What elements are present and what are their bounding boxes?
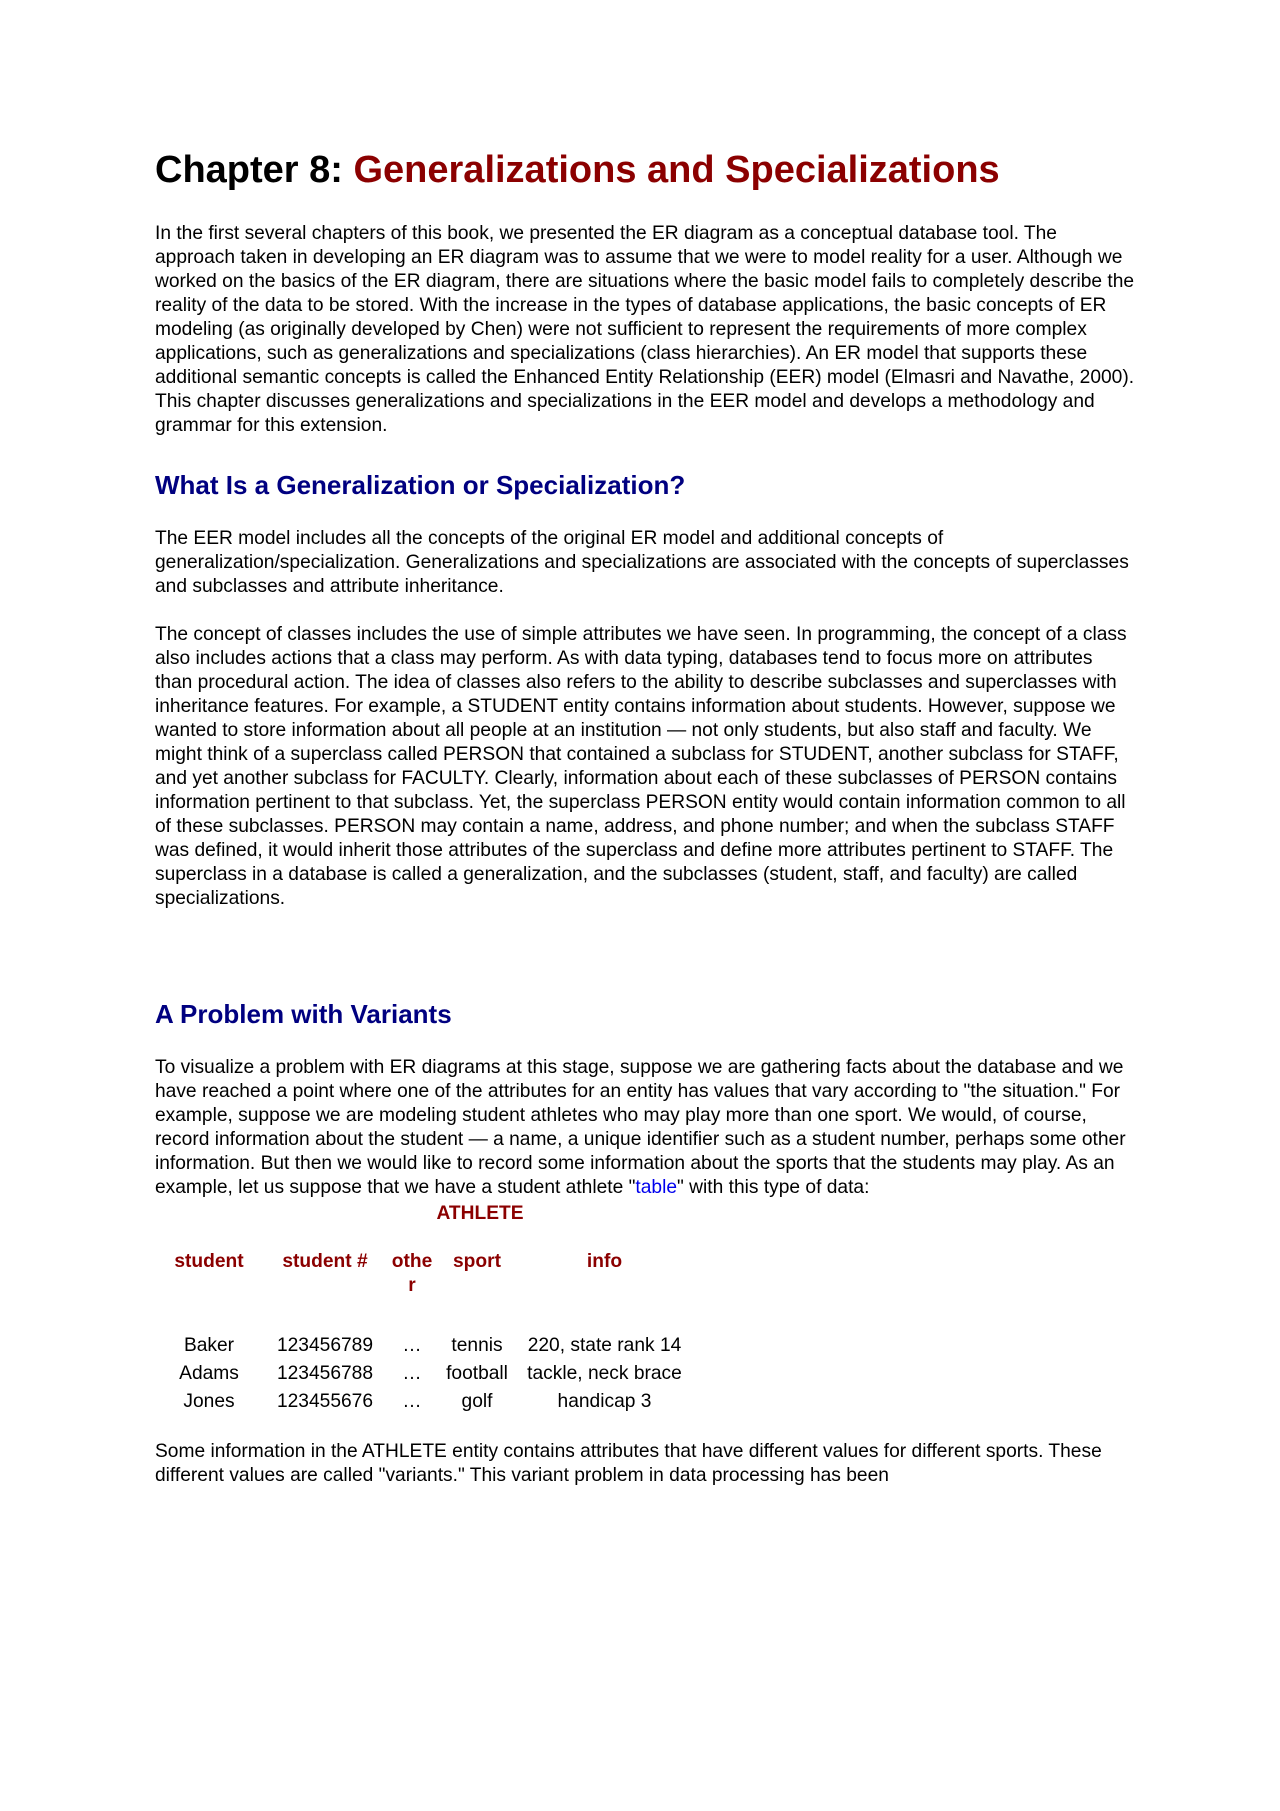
section1-paragraph-2: The concept of classes includes the use of simple attributes we have seen. In programming, the concept of a class also includes actions that a class may perform. As with data typing, databases tend to focus more on attributes than procedural action. The idea of classes also refers to the ability to describe subclasses and superclasses with inheritance features. For example, a STUDENT entity contains information about students. However, suppose we wanted to store information about all people at an institution — not only students, but also staff and faculty. We might think of a superclass called PERSON that contained a subclass for STUDENT, another subclass for STAFF, and yet another subclass for FACULTY. Clearly, information about each of these subclasses of PERSON contains information pertinent to that subclass. Yet, the superclass PERSON entity would contain information common to all of these subclasses. PERSON may contain a name, address, and phone number; and when the subclass STAFF was defined, it would inherit those attributes of the superclass and define more attributes pertinent to STAFF. The superclass in a database is called a generalization, and the subclasses (student, staff, and faculty) are called specializations. bbox=[155, 623, 1127, 909]
section1-paragraph-1: The EER model includes all the concepts of the original ER model and additional concepts of generalization/specialization. Generalizations and specializations are associated with the concepts of superclasses and subclasses and attribute inheritance. bbox=[155, 527, 1129, 597]
chapter-title bbox=[155, 148, 1135, 194]
section2-paragraph-2: Some information in the ATHLETE entity contains attributes that have different values for different sports. These different values are called "variants." This variant problem in data processing has been bbox=[155, 1440, 1102, 1486]
para-text-after-link: " with this type of data: bbox=[677, 1176, 870, 1198]
cell-student: Jones bbox=[183, 1390, 235, 1412]
section-heading-generalization: What Is a Generalization or Specialization? bbox=[155, 469, 686, 500]
table-row bbox=[155, 1362, 692, 1390]
intro-paragraph: In the first several chapters of this book, we presented the ER diagram as a conceptual database tool. The approach taken in developing an ER diagram was to assume that we were to model reality for a user. Although we worked on the basics of the ER diagram, there are situations where the basic model fails to completely describe the reality of the data to be stored. With the increase in the types of database applications, the basic concepts of ER modeling (as originally developed by Chen) were not sufficient to represent the requirements of more complex applications, such as generalizations and specializations (class hierarchies). An ER model that supports these additional semantic concepts is called the Enhanced Entity Relationship (EER) model (Elmasri and Navathe, 2000). This chapter discusses generalizations and specializations in the EER model and develops a methodology and grammar for this extension. bbox=[155, 222, 1135, 436]
cell-sport: football bbox=[446, 1362, 508, 1384]
header-sport: sport bbox=[453, 1250, 501, 1272]
header-info: info bbox=[586, 1250, 623, 1272]
cell-student-number: 123456789 bbox=[276, 1334, 374, 1356]
document-content bbox=[155, 148, 1135, 1488]
section2-paragraph-1 bbox=[155, 1056, 1135, 1200]
header-student-number: student # bbox=[282, 1250, 368, 1272]
cell-student-number: 123456788 bbox=[276, 1362, 374, 1384]
cell-student: Adams bbox=[179, 1362, 239, 1384]
table-link[interactable]: table bbox=[635, 1176, 678, 1198]
cell-info: handicap 3 bbox=[557, 1390, 652, 1412]
athlete-table bbox=[155, 1250, 692, 1418]
cell-info: tackle, neck brace bbox=[527, 1362, 682, 1384]
cell-other: … bbox=[402, 1390, 422, 1412]
cell-other: … bbox=[402, 1334, 422, 1356]
athlete-table-title: ATHLETE bbox=[436, 1202, 524, 1224]
section-heading-variants: A Problem with Variants bbox=[155, 998, 452, 1029]
header-other: other bbox=[391, 1250, 433, 1296]
table-row bbox=[155, 1390, 692, 1418]
cell-student: Baker bbox=[183, 1334, 235, 1356]
chapter-name: Generalizations and Specializations bbox=[353, 149, 1000, 191]
cell-sport: tennis bbox=[451, 1334, 503, 1356]
header-student: student bbox=[174, 1250, 244, 1272]
para-text-before-link: To visualize a problem with ER diagrams at this stage, suppose we are gathering facts about the database and we have reached a point where one of the attributes for an entity has values that vary according to "the situation." For example, suppose we are modeling student athletes who may play more than one sport. We would, of course, record information about the student — a name, a unique identifier such as a student number, perhaps some other information. But then we would like to record some information about the sports that the students may play. As an example, let us suppose that we have a student athlete " bbox=[155, 1056, 1126, 1198]
cell-sport: golf bbox=[461, 1390, 493, 1412]
table-header-row bbox=[155, 1250, 692, 1334]
cell-other: … bbox=[402, 1362, 422, 1384]
cell-info: 220, state rank 14 bbox=[527, 1334, 682, 1356]
table-row bbox=[155, 1334, 692, 1362]
cell-student-number: 123455676 bbox=[276, 1390, 374, 1412]
chapter-number: Chapter 8: bbox=[155, 149, 343, 191]
